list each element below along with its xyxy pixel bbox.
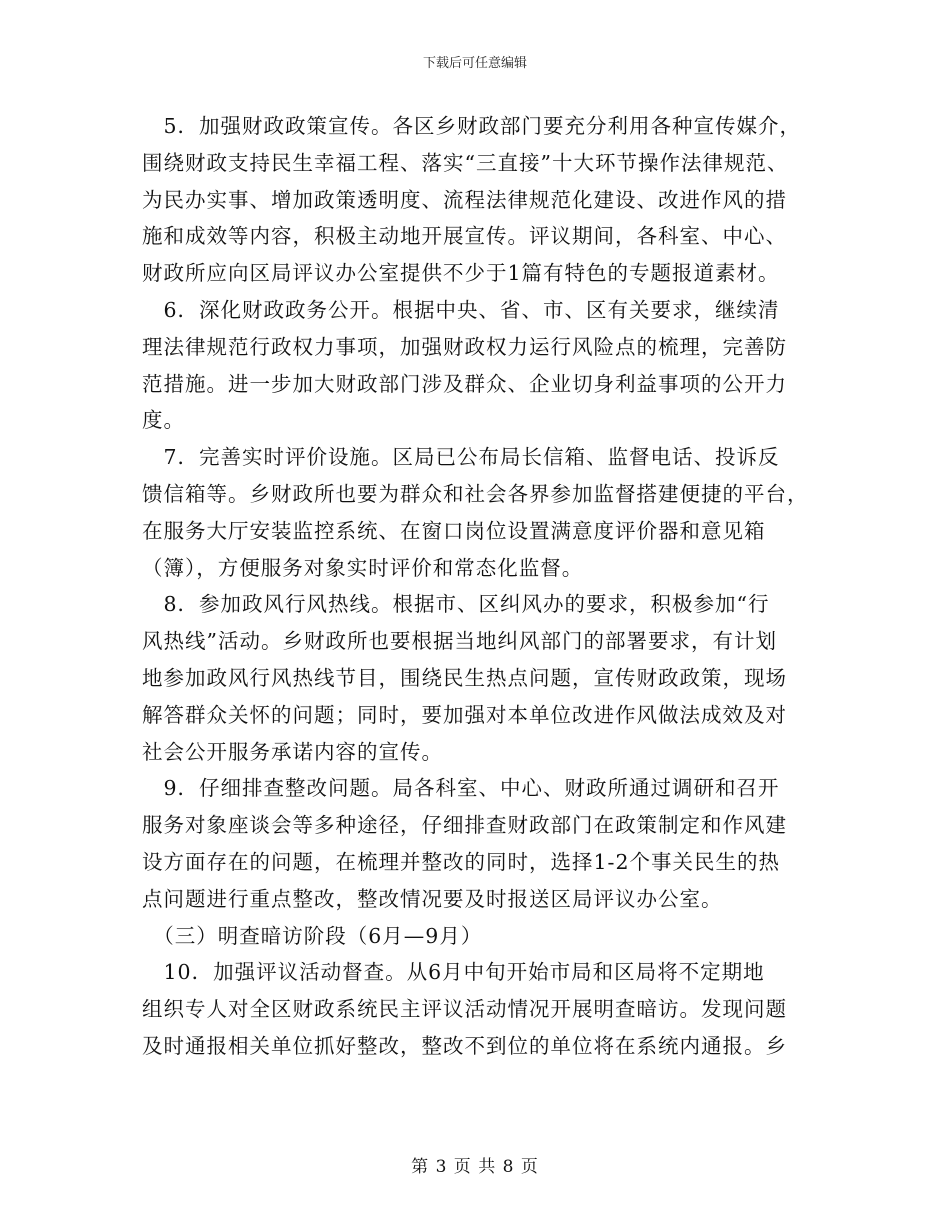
text-line: 9．仔细排查整改问题。局各科室、中心、财政所通过调研和召开 [142,776,780,801]
document-body [142,108,822,1065]
text-line: 组织专人对全区财政系统民主评议活动情况开展明查暗访。发现问题 [142,997,787,1022]
text-line: 范措施。进一步加大财政部门涉及群众、企业切身利益事项的公开力 [142,371,787,396]
text-line: 为民办实事、增加政策透明度、流程法律规范化建设、改进作风的措 [142,187,787,212]
text-line: 8．参加政风行风热线。根据市、区纠风办的要求，积极参加“行 [142,592,770,617]
text-line: 设方面存在的问题，在梳理并整改的同时，选择1-2个事关民生的热 [142,849,781,874]
text-line: 理法律规范行政权力事项，加强财政权力运行风险点的梳理，完善防 [142,334,787,359]
text-line: 服务对象座谈会等多种途径，仔细排查财政部门在政策制定和作风建 [142,813,787,838]
text-line: 在服务大厅安装监控系统、在窗口岗位设置满意度评价器和意见箱 [142,518,766,543]
text-line: 10．加强评议活动督查。从6月中旬开始市局和区局将不定期地 [142,960,765,985]
text-line: 围绕财政支持民生幸福工程、落实“三直接”十大环节操作法律规范、 [142,150,789,175]
text-line: 及时通报相关单位抓好整改，整改不到位的单位将在系统内通报。乡 [142,1033,787,1058]
text-line: 解答群众关怀的问题；同时，要加强对本单位改进作风做法成效及对 [142,702,787,727]
text-line: 施和成效等内容，积极主动地开展宣传。评议期间，各科室、中心、 [142,224,787,249]
text-line: 点问题进行重点整改，整改情况要及时报送区局评议办公室。 [142,886,723,911]
text-line: 5．加强财政政策宣传。各区乡财政部门要充分利用各种宣传媒介， [142,114,802,138]
text-line: 社会公开服务承诺内容的宣传。 [142,739,443,764]
text-line: 财政所应向区局评议办公室提供不少于1篇有特色的专题报道素材。 [142,261,780,286]
text-line: 地参加政风行风热线节目，围绕民生热点问题，宣传财政政策，现场 [142,665,787,690]
text-line: 度。 [142,408,185,433]
page-number: 第 3 页 共 8 页 [411,1157,539,1177]
text-line: 7．完善实时评价设施。区局已公布局长信箱、监督电话、投诉反 [142,445,780,470]
page-header: 下载后可任意编辑 [422,56,527,71]
text-line: （簿），方便服务对象实时评价和常态化监督。 [142,555,584,580]
section-heading: （三）明查暗访阶段（6月—9月） [142,923,483,948]
text-line: 风热线”活动。乡财政所也要根据当地纠风部门的部署要求，有计划 [142,629,777,654]
text-line: 6．深化财政政务公开。根据中央、省、市、区有关要求，继续清 [142,297,780,322]
text-line: 馈信箱等。乡财政所也要为群众和社会各界参加监督搭建便捷的平台， [142,481,809,506]
